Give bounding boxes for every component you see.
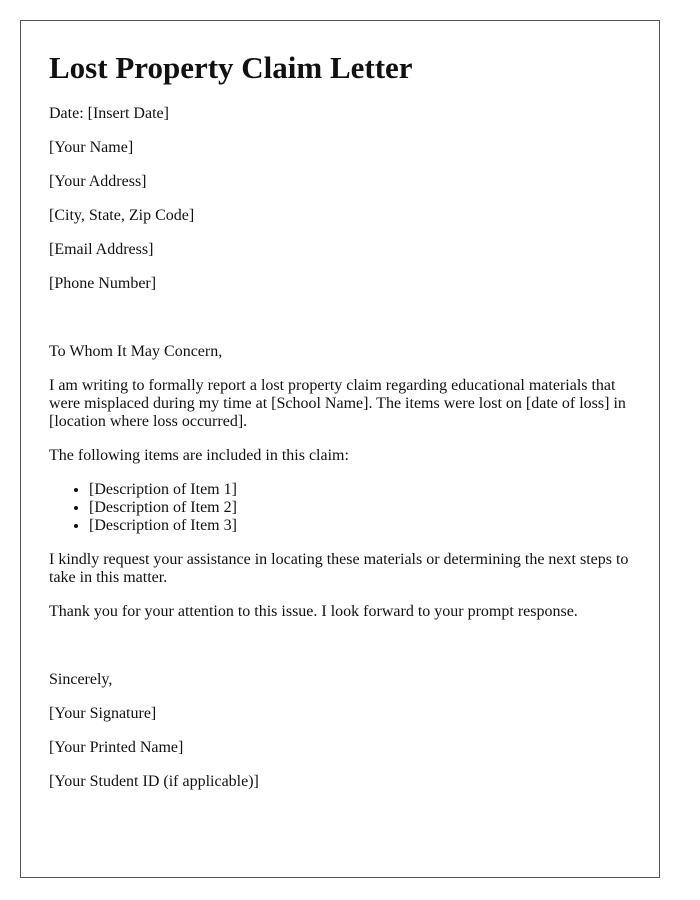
body-paragraph-intro: I am writing to formally report a lost property claim regarding educational materials that were misplaced during my time at [School Name]. The items were lost on [date of loss] in [location where loss occurred].: [49, 377, 626, 430]
list-item: • [Description of Item 1]: [89, 481, 631, 499]
date-line: Date: [Insert Date]: [49, 105, 169, 122]
body-paragraph-request: I kindly request your assistance in locating these materials or determining the next steps to take in this matter.: [49, 551, 629, 586]
sender-city-line: [City, State, Zip Code]: [49, 207, 195, 224]
printed-name-line: [Your Printed Name]: [49, 739, 184, 756]
signature-line: [Your Signature]: [49, 705, 157, 722]
section-spacer: [49, 637, 631, 671]
items-intro: The following items are included in this claim:: [49, 447, 349, 464]
closing: Sincerely,: [49, 671, 113, 688]
salutation: To Whom It May Concern,: [49, 343, 223, 360]
section-spacer: [49, 309, 631, 343]
list-item: • [Description of Item 2]: [89, 499, 631, 517]
sender-phone-line: [Phone Number]: [49, 275, 157, 292]
sender-name-line: [Your Name]: [49, 139, 134, 156]
student-id-line: [Your Student ID (if applicable)]: [49, 773, 259, 790]
sender-address-line: [Your Address]: [49, 173, 147, 190]
list-item: • [Description of Item 3]: [89, 517, 631, 535]
letter-title: Lost Property Claim Letter: [49, 50, 413, 85]
body-paragraph-thanks: Thank you for your attention to this issue. I look forward to your prompt response.: [49, 603, 578, 620]
items-list: [49, 481, 631, 535]
letter-document: [20, 20, 660, 878]
sender-email-line: [Email Address]: [49, 241, 154, 258]
